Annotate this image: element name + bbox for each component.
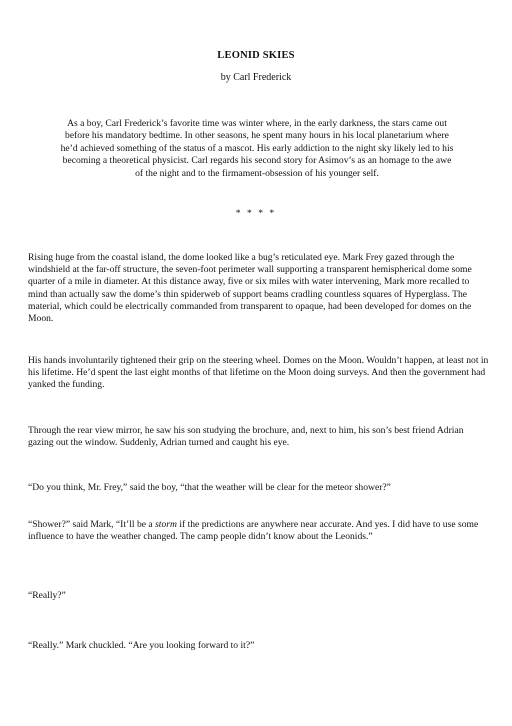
story-paragraph-4: “Do you think, Mr. Frey,” said the boy, “that the weather will be clear for the meteor shower?” [28, 482, 391, 493]
story-paragraph-7: “Really.” Mark chuckled. “Are you looking forward to it?” [28, 640, 255, 651]
section-separator: * * * * [235, 208, 277, 219]
story-paragraph-6: “Really?” [28, 590, 66, 601]
story-paragraph-2: His hands involuntarily tightened their grip on the steering wheel. Domes on the Moon. Wouldn’t happen, at least not in his lifetime. He’d spent the last eight months of that lifetime on the Moon doing surveys. And then the government had yanked the funding. [28, 355, 489, 391]
story-paragraph-1: Rising huge from the coastal island, the dome looked like a bug’s reticulated eye. Mark Frey gazed through the windshield at the far-off structure, the seven-foot perimeter wall supporting a transparent hemispherical dome some quarter of a mile in diameter. At this distance away, five or six miles with water intervening, Mark more recalled to mind than actually saw the dome’s thin spiderweb of support beams cradling countless squares of Hyperglass. The material, which could be electrically commanded from transparent to opaque, had been developed for domes on the Moon. [28, 252, 472, 325]
story-byline: by Carl Frederick [220, 72, 292, 83]
emphasized-word: storm [155, 519, 177, 530]
author-intro: As a boy, Carl Frederick’s favorite time was winter where, in the early darkness, the stars came out before his mandatory bedtime. In other seasons, he spent many hours in his local planetarium where he’d achieved something of the status of a mascot. His early addiction to the night sky likely led to his becoming a theoretical physicist. Carl regards his second story for Asimov’s as an homage to the awe of the night and to the firmament-obsession of his younger self. [60, 118, 454, 179]
story-paragraph-3: Through the rear view mirror, he saw his son studying the brochure, and, next to him, his son’s best friend Adrian gazing out the window. Suddenly, Adrian turned and caught his eye. [28, 425, 464, 449]
story-paragraph-5 [28, 519, 490, 543]
paragraph-text-after: if the predictions are anywhere near accurate. And yes. I did have to use some influence to have the weather changed. The camp people didn’t know about the Leonids.” [28, 519, 479, 543]
story-title: LEONID SKIES [217, 50, 295, 61]
paragraph-text-before: “Shower?” said Mark, “It’ll be a [28, 519, 156, 530]
